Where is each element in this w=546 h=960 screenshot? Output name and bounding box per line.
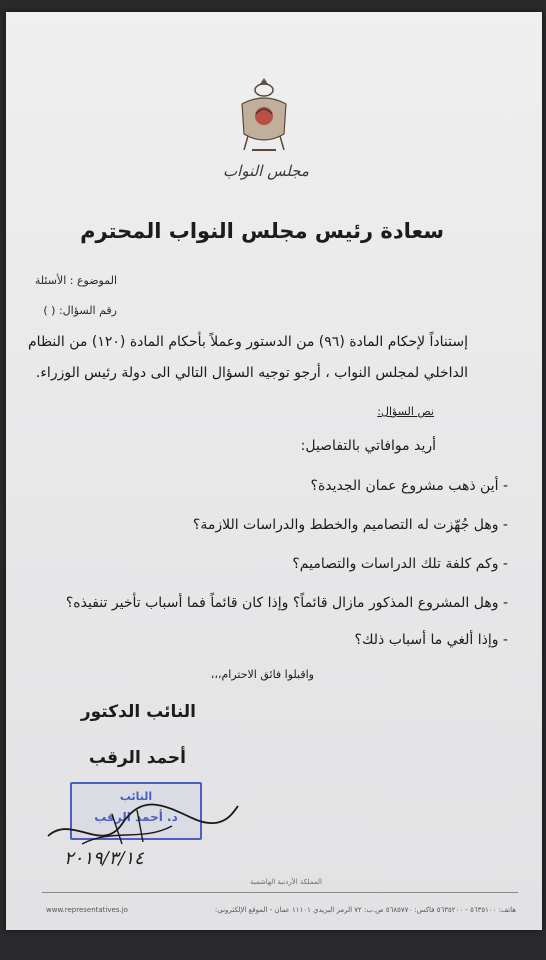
body-paragraph-line-1: إستناداً لإحكام المادة (٩٦) من الدستور وعملاً بأحكام المادة (١٢٠) من النظام bbox=[28, 334, 468, 350]
handwritten-date: ٢٠١٩/٣/١٤ bbox=[64, 848, 144, 869]
question-item: - وهل المشروع المذكور مازال قائماً؟ وإذا كان قائماً فما أسباب تأخير تنفيذه؟ bbox=[65, 595, 508, 611]
question-item: - أين ذهب مشروع عمان الجديدة؟ bbox=[310, 478, 508, 494]
closing-line: واقبلوا فائق الاحترام،،، bbox=[210, 668, 314, 681]
footer-contact: هاتف: ٥٦٣٥١٠٠ - ٥٦٣٥٢٠٠ فاكس: ٥٦٨٥٧٧٠ ص.ب: ٧٢ الرمز البريدي ١١١٠١ عمان - الموقع الإلكتروني: bbox=[214, 906, 516, 914]
question-text-heading: نص السؤال: bbox=[377, 405, 434, 418]
body-paragraph-line-2: الداخلي لمجلس النواب ، أرجو توجيه السؤال التالي الى دولة رئيس الوزراء. bbox=[35, 365, 468, 381]
footer-brand: المملكة الأردنية الهاشمية bbox=[249, 878, 322, 886]
letter-page bbox=[6, 12, 542, 930]
stamp-name: د. أحمد الرقب bbox=[94, 810, 178, 824]
question-item: - وإذا ألغي ما أسباب ذلك؟ bbox=[354, 632, 508, 648]
subject-line: الموضوع : الأسئلة bbox=[34, 274, 117, 287]
question-item: - وهل جُهّزت له التصاميم والخطط والدراسات اللازمة؟ bbox=[192, 517, 508, 533]
signatory-role: النائب الدكتور bbox=[80, 702, 196, 722]
addressee-title: سعادة رئيس مجلس النواب المحترم bbox=[80, 219, 444, 243]
question-item: - وكم كلفة تلك الدراسات والتصاميم؟ bbox=[292, 556, 508, 572]
footer-divider bbox=[42, 892, 518, 893]
question-number-line: رقم السؤال: ( ) bbox=[43, 304, 117, 317]
signatory-name: أحمد الرقب bbox=[88, 748, 186, 768]
stamp-title: النائب bbox=[119, 790, 153, 803]
council-name: مجلس النواب bbox=[223, 162, 309, 180]
question-intro: أريد موافاتي بالتفاصيل: bbox=[300, 438, 436, 454]
jordan-coat-of-arms-icon bbox=[234, 74, 294, 164]
footer-website: www.representatives.jo bbox=[46, 906, 128, 914]
